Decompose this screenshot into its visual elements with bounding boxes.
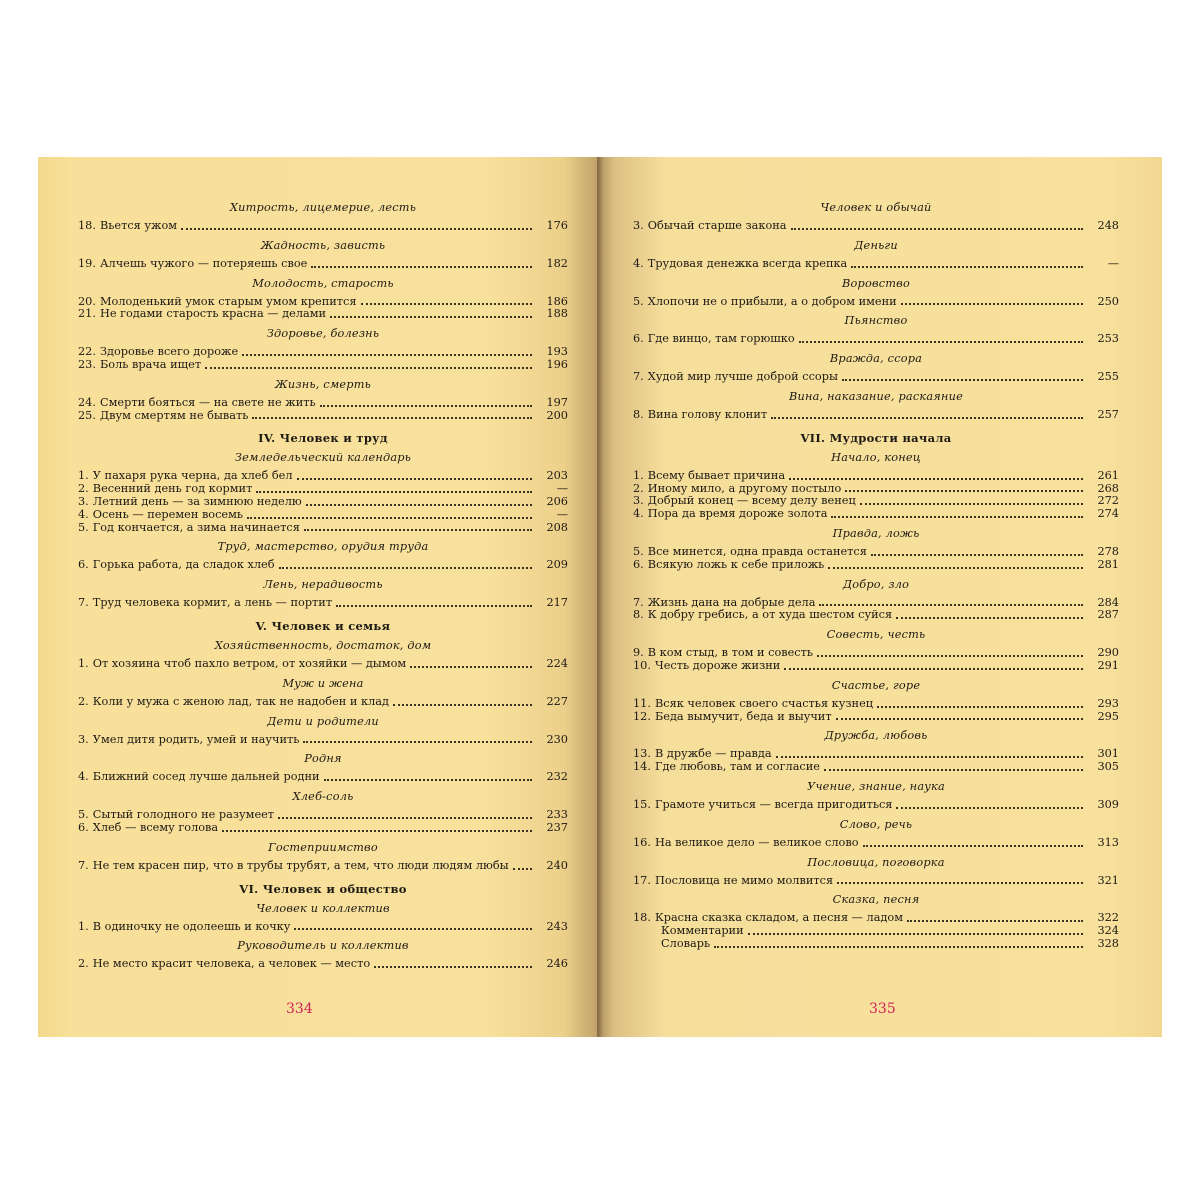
entry-page-number: 188	[546, 307, 568, 321]
entry-title: В одиночку не одолеешь и кочку	[92, 919, 291, 933]
entry-page-number: 250	[1097, 294, 1119, 308]
entry-number: 23.	[78, 357, 96, 371]
entry-page-number: 217	[546, 596, 568, 610]
entry-number: 7.	[633, 595, 644, 609]
section-heading: Гостеприимство	[268, 840, 378, 854]
toc-entry	[633, 508, 1119, 521]
entry-page-number: 253	[1097, 332, 1119, 346]
dot-leader	[863, 845, 1084, 847]
toc-entry	[633, 371, 1119, 384]
dot-leader	[374, 966, 532, 968]
toc-entry	[633, 837, 1119, 850]
entry-title: От хозяина чтоб пахло ветром, от хозяйки — дымом	[92, 656, 407, 670]
dot-leader	[771, 417, 1083, 419]
dot-leader	[748, 933, 1083, 935]
section-heading: Здоровье, болезнь	[266, 327, 380, 341]
entry-title: Весенний день год кормит	[92, 482, 253, 496]
section-heading: Пьянство	[844, 314, 908, 328]
entry-title: В дружбе — правда	[654, 747, 772, 761]
dot-leader	[837, 882, 1083, 884]
dot-leader	[817, 655, 1083, 657]
entry-page-number: 290	[1097, 646, 1119, 660]
entry-number: 1.	[78, 656, 89, 670]
section-heading: Молодость, старость	[252, 276, 394, 290]
entry-page-number: —	[556, 507, 568, 521]
entry-page-number: 186	[546, 294, 568, 308]
toc-entry	[78, 258, 568, 271]
entry-page-number: 243	[546, 919, 568, 933]
entry-number: 21.	[78, 307, 96, 321]
entry-title: Комментарии	[661, 924, 744, 938]
toc-entry	[633, 698, 1119, 711]
entry-title: Боль врача ищет	[99, 357, 202, 371]
entry-page-number: 281	[1097, 557, 1119, 571]
entry-title: Здоровье всего дороже	[99, 345, 239, 359]
dot-leader	[860, 503, 1083, 505]
section-heading: Труд, мастерство, орудия труда	[217, 540, 429, 554]
entry-title: Смерти бояться — на свете не жить	[99, 395, 316, 409]
dot-leader	[247, 517, 532, 519]
section-heading: Добро, зло	[842, 577, 910, 591]
dot-leader	[842, 379, 1083, 381]
entry-number: 5.	[78, 520, 89, 534]
entry-number: 4.	[633, 256, 644, 270]
toc-entry	[78, 958, 568, 971]
toc-entry	[633, 875, 1119, 888]
dot-leader	[324, 779, 532, 781]
entry-number: 24.	[78, 395, 96, 409]
entry-title: Двум смертям не бывать	[99, 408, 249, 422]
toc-entry	[633, 470, 1119, 483]
section-heading: Слово, речь	[839, 817, 913, 831]
entry-number: 4.	[78, 507, 89, 521]
page-number-right: 335	[869, 1001, 896, 1017]
section-heading: Начало, конец	[831, 450, 921, 464]
toc-entry	[633, 296, 1119, 309]
entry-number: 11.	[633, 696, 651, 710]
entry-number: 25.	[78, 408, 96, 422]
entry-page-number: 182	[546, 256, 568, 270]
entry-number: 8.	[633, 608, 644, 622]
section-heading: Хозяйственность, достаток, дом	[214, 638, 432, 652]
entry-title: Не место красит человека, а человек — место	[92, 957, 371, 971]
entry-page-number: 209	[546, 558, 568, 572]
toc-entry	[633, 559, 1119, 572]
entry-title: Хлеб — всему голова	[92, 820, 219, 834]
entry-title: Алчешь чужого — потеряешь свое	[99, 256, 308, 270]
entry-number: 8.	[633, 407, 644, 421]
toc-entry	[78, 359, 568, 372]
toc-entry	[78, 658, 568, 671]
entry-title: Не годами старость красна — делами	[99, 307, 327, 321]
entry-title: Год кончается, а зима начинается	[92, 520, 300, 534]
entry-number: 1.	[633, 468, 644, 482]
dot-leader	[799, 341, 1083, 343]
dot-leader	[320, 405, 532, 407]
entry-number: 5.	[78, 808, 89, 822]
toc-entry	[633, 761, 1119, 774]
entry-page-number: 301	[1097, 747, 1119, 761]
toc-entry	[633, 333, 1119, 346]
entry-title: Трудовая денежка всегда крепка	[647, 256, 848, 270]
entry-title: Честь дороже жизни	[654, 658, 781, 672]
entry-page-number: 224	[546, 656, 568, 670]
dot-leader	[513, 868, 532, 870]
entry-title: Молоденький умок старым умом крепится	[99, 294, 357, 308]
entry-number: 13.	[633, 747, 651, 761]
section-heading: Пословица, поговорка	[807, 855, 945, 869]
entry-page-number: 284	[1097, 595, 1119, 609]
entry-page-number: 248	[1097, 219, 1119, 232]
toc-entry	[633, 938, 1119, 951]
entry-page-number: 232	[546, 770, 568, 784]
toc-entry	[78, 410, 568, 423]
entry-title: Умел дитя родить, умей и научить	[92, 732, 300, 746]
entry-page-number: 176	[546, 219, 568, 232]
section-heading: Деньги	[854, 238, 898, 252]
dot-leader	[252, 417, 532, 419]
entry-number: 2.	[78, 482, 89, 496]
section-heading: Дружба, любовь	[824, 729, 928, 743]
toc-entry	[633, 220, 1119, 233]
dot-leader	[896, 617, 1083, 619]
entry-title: На великое дело — великое слово	[654, 835, 859, 849]
entry-title: Жизнь дана на добрые дела	[647, 595, 816, 609]
dot-leader	[297, 478, 532, 480]
entry-page-number: 227	[546, 694, 568, 708]
section-heading: Жизнь, смерть	[275, 377, 371, 391]
entry-page-number: 240	[546, 858, 568, 872]
section-heading: Счастье, горе	[831, 678, 921, 692]
entry-page-number: 293	[1097, 696, 1119, 710]
toc-entry	[78, 496, 568, 509]
entry-page-number: 196	[546, 357, 568, 371]
dot-leader	[836, 718, 1083, 720]
dot-leader	[181, 228, 532, 230]
dot-leader	[907, 920, 1083, 922]
entry-page-number: 257	[1097, 407, 1119, 421]
entry-number: 14.	[633, 760, 651, 774]
right-page	[597, 157, 1162, 1037]
entry-title: Худой мир лучше доброй ссоры	[647, 370, 838, 384]
entry-title: Вьется ужом	[99, 219, 178, 232]
entry-number: 7.	[633, 370, 644, 384]
section-heading: Хитрость, лицемерие, лесть	[229, 201, 417, 214]
entry-title: Труд человека кормит, а лень — портит	[92, 596, 333, 610]
entry-number: 4.	[78, 770, 89, 784]
toc-entry	[633, 609, 1119, 622]
entry-page-number: 278	[1097, 544, 1119, 558]
section-heading: Совесть, честь	[826, 628, 926, 642]
entry-page-number: —	[556, 482, 568, 496]
section-heading: Лень, нерадивость	[263, 578, 383, 592]
entry-number: 3.	[633, 219, 644, 232]
entry-page-number: 287	[1097, 608, 1119, 622]
dot-leader	[278, 817, 532, 819]
toc-entry	[78, 696, 568, 709]
entry-number: 6.	[78, 820, 89, 834]
entry-title: Иному мило, а другому постыло	[647, 481, 842, 495]
entry-page-number: 324	[1097, 924, 1119, 938]
dot-leader	[791, 228, 1083, 230]
right-toc	[633, 195, 1119, 951]
toc-entry	[633, 409, 1119, 422]
section-heading: Правда, ложь	[832, 526, 920, 540]
entry-title: Грамоте учиться — всегда пригодиться	[654, 797, 893, 811]
entry-number: 9.	[633, 646, 644, 660]
entry-page-number: 309	[1097, 797, 1119, 811]
chapter-heading: VII. Мудрости начала	[800, 430, 952, 445]
dot-leader	[776, 756, 1083, 758]
section-heading: Хлеб-соль	[292, 790, 354, 804]
entry-title: К добру гребись, а от худа шестом суйся	[647, 608, 893, 622]
toc-entry	[78, 509, 568, 522]
book-spread	[38, 157, 1162, 1037]
entry-number: 2.	[633, 481, 644, 495]
toc-entry	[633, 925, 1119, 938]
toc-entry	[78, 921, 568, 934]
toc-entry	[633, 711, 1119, 724]
entry-number: 6.	[78, 558, 89, 572]
entry-number: 1.	[78, 919, 89, 933]
section-heading: Дети и родители	[267, 714, 379, 728]
entry-number: 6.	[633, 332, 644, 346]
section-heading: Воровство	[842, 276, 910, 290]
toc-entry	[78, 822, 568, 835]
toc-entry	[633, 660, 1119, 673]
entry-page-number: 261	[1097, 468, 1119, 482]
chapter-heading: VI. Человек и общество	[239, 881, 407, 896]
entry-title: Осень — перемен восемь	[92, 507, 244, 521]
entry-number: 6.	[633, 557, 644, 571]
entry-page-number: 200	[546, 408, 568, 422]
section-heading: Вражда, ссора	[829, 352, 923, 366]
entry-title: Пора да время дороже золота	[647, 507, 828, 521]
entry-page-number: 295	[1097, 709, 1119, 723]
entry-page-number: 206	[546, 494, 568, 508]
dot-leader	[831, 516, 1083, 518]
dot-leader	[877, 706, 1083, 708]
entry-title: Пословица не мимо молвится	[654, 873, 834, 887]
dot-leader	[828, 567, 1083, 569]
entry-title: Добрый конец — всему делу венец	[647, 494, 856, 508]
toc-entry	[78, 522, 568, 535]
entry-title: Красна сказка складом, а песня — ладом	[654, 911, 904, 925]
entry-page-number: 321	[1097, 873, 1119, 887]
entry-page-number: 246	[546, 957, 568, 971]
section-heading: Человек и коллектив	[256, 901, 390, 915]
entry-title: У пахаря рука черна, да хлеб бел	[92, 469, 293, 483]
dot-leader	[361, 303, 533, 305]
entry-title: Не тем красен пир, что в трубы трубят, а тем, что люди людям любы	[92, 858, 509, 872]
toc-entry	[78, 771, 568, 784]
entry-number: 2.	[78, 957, 89, 971]
dot-leader	[789, 478, 1083, 480]
toc-entry	[78, 559, 568, 572]
dot-leader	[871, 554, 1083, 556]
entry-page-number: 197	[546, 395, 568, 409]
entry-page-number: 208	[546, 520, 568, 534]
entry-page-number: 268	[1097, 481, 1119, 495]
entry-title: Обычай старше закона	[647, 219, 787, 232]
section-heading: Родня	[304, 752, 342, 766]
dot-leader	[294, 928, 532, 930]
entry-number: 18.	[633, 911, 651, 925]
entry-number: 1.	[78, 469, 89, 483]
entry-number: 16.	[633, 835, 651, 849]
entry-page-number: 233	[546, 808, 568, 822]
entry-page-number: 274	[1097, 507, 1119, 521]
entry-number: 7.	[78, 596, 89, 610]
left-page	[38, 157, 597, 1037]
entry-title: Беда вымучит, беда и выучит	[654, 709, 832, 723]
section-heading: Человек и обычай	[820, 201, 932, 214]
dot-leader	[311, 266, 532, 268]
left-toc	[78, 195, 568, 971]
entry-page-number: —	[1107, 256, 1119, 270]
entry-page-number: 328	[1097, 936, 1119, 950]
page-number-left: 334	[286, 1001, 313, 1017]
entry-page-number: 291	[1097, 658, 1119, 672]
dot-leader	[303, 741, 532, 743]
entry-page-number: 230	[546, 732, 568, 746]
entry-title: Где винцо, там горюшко	[647, 332, 795, 346]
dot-leader	[824, 769, 1083, 771]
entry-number: 12.	[633, 709, 651, 723]
entry-number: 3.	[78, 732, 89, 746]
dot-leader	[222, 830, 532, 832]
entry-number: 7.	[78, 858, 89, 872]
entry-number: 3.	[78, 494, 89, 508]
toc-entry	[78, 397, 568, 410]
entry-page-number: 272	[1097, 494, 1119, 508]
entry-title: Коли у мужа с женою лад, так не надобен и клад	[92, 694, 389, 708]
entry-title: Вина голову клонит	[647, 407, 768, 421]
entry-number: 4.	[633, 507, 644, 521]
entry-number: 5.	[633, 544, 644, 558]
toc-entry	[78, 860, 568, 873]
section-heading: Вина, наказание, раскаяние	[789, 389, 963, 403]
entry-page-number: 193	[546, 345, 568, 359]
section-heading: Руководитель и коллектив	[237, 939, 409, 953]
entry-title: Где любовь, там и согласие	[654, 760, 820, 774]
entry-number: 20.	[78, 294, 96, 308]
toc-entry	[633, 546, 1119, 559]
toc-entry	[633, 799, 1119, 812]
dot-leader	[306, 504, 532, 506]
entry-title: В ком стыд, в том и совесть	[647, 646, 814, 660]
entry-title: Хлопочи не о прибыли, а о добром имени	[647, 294, 897, 308]
section-heading: Земледельческий календарь	[234, 451, 412, 465]
dot-leader	[279, 567, 532, 569]
entry-title: Ближний сосед лучше дальней родни	[92, 770, 320, 784]
chapter-heading: V. Человек и семья	[255, 618, 391, 633]
toc-entry	[78, 308, 568, 321]
entry-title: Всякую ложь к себе приложь	[647, 557, 825, 571]
entry-title: Сытый голодного не разумеет	[92, 808, 275, 822]
dot-leader	[851, 266, 1083, 268]
dot-leader	[393, 704, 532, 706]
toc-entry	[633, 258, 1119, 271]
section-heading: Учение, знание, наука	[807, 779, 945, 793]
entry-page-number: 255	[1097, 370, 1119, 384]
dot-leader	[330, 316, 532, 318]
dot-leader	[901, 303, 1083, 305]
entry-number: 10.	[633, 658, 651, 672]
dot-leader	[242, 354, 532, 356]
chapter-heading: IV. Человек и труд	[258, 431, 388, 446]
entry-number: 2.	[78, 694, 89, 708]
entry-page-number: 322	[1097, 911, 1119, 925]
dot-leader	[714, 946, 1083, 948]
toc-entry	[78, 220, 568, 233]
dot-leader	[336, 605, 532, 607]
entry-title: Всяк человек своего счастья кузнец	[654, 696, 874, 710]
entry-title: Все минется, одна правда останется	[647, 544, 867, 558]
entry-page-number: 305	[1097, 760, 1119, 774]
entry-title: Летний день — за зимнюю неделю	[92, 494, 302, 508]
entry-page-number: 313	[1097, 835, 1119, 849]
entry-title: Горька работа, да сладок хлеб	[92, 558, 275, 572]
toc-entry	[78, 734, 568, 747]
entry-page-number: 237	[546, 820, 568, 834]
entry-page-number: 203	[546, 469, 568, 483]
dot-leader	[410, 666, 532, 668]
entry-number: 22.	[78, 345, 96, 359]
section-heading: Муж и жена	[282, 676, 364, 690]
section-heading: Сказка, песня	[832, 893, 920, 907]
entry-number: 17.	[633, 873, 651, 887]
section-heading: Жадность, зависть	[260, 238, 386, 252]
entry-number: 15.	[633, 797, 651, 811]
dot-leader	[304, 529, 532, 531]
dot-leader	[819, 604, 1083, 606]
entry-title: Словарь	[661, 936, 711, 950]
entry-number: 19.	[78, 256, 96, 270]
dot-leader	[256, 491, 532, 493]
toc-entry	[78, 597, 568, 610]
entry-title: Всему бывает причина	[647, 468, 786, 482]
entry-number: 3.	[633, 494, 644, 508]
dot-leader	[896, 807, 1083, 809]
entry-number: 5.	[633, 294, 644, 308]
book-gutter	[597, 157, 605, 1037]
dot-leader	[784, 668, 1083, 670]
dot-leader	[845, 490, 1083, 492]
entry-number: 18.	[78, 219, 96, 232]
dot-leader	[205, 367, 532, 369]
